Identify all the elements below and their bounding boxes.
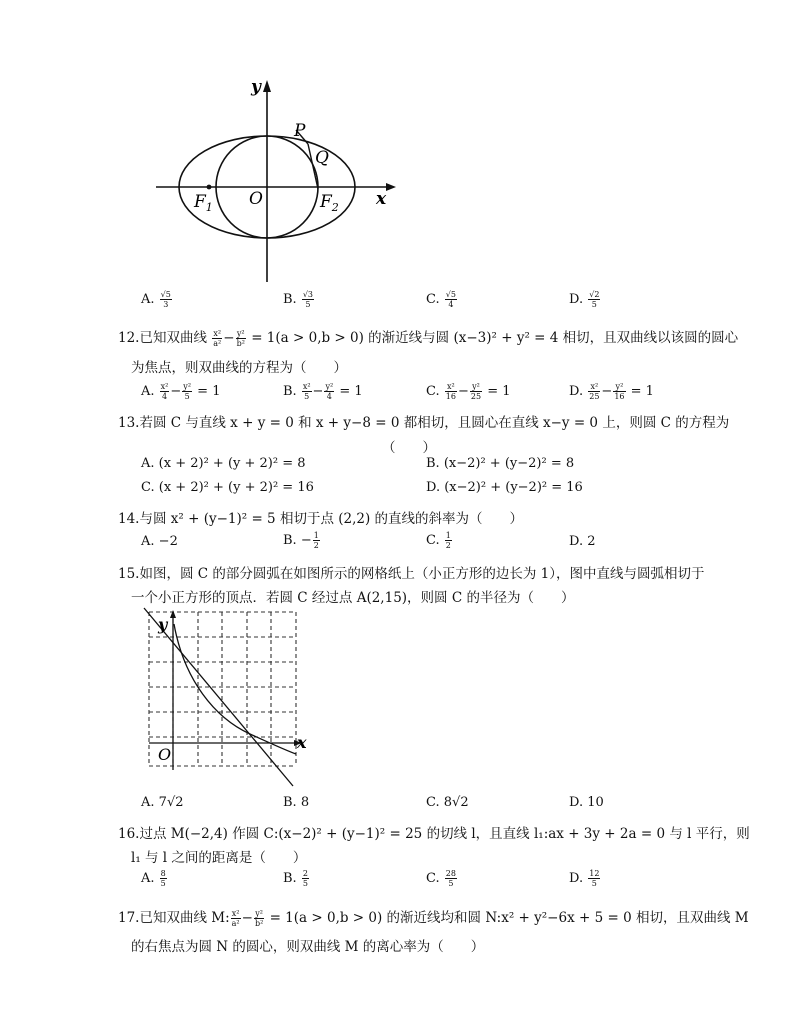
q14-option-a[interactable]: A. −2 [141,534,178,549]
q14-option-c[interactable]: C. $\frac{1}{2}$ [426,531,451,550]
q16-option-d[interactable]: D. $\frac{12}{5}$ [569,869,600,888]
q12-option-d[interactable]: D. $\frac{\text{x²}}{25}$ − $\frac{\text{y²}}{16}$ = 1 [569,382,654,401]
q13-option-c[interactable]: C. (x + 2)² + (y + 2)² = 16 [141,480,314,495]
q15-option-d[interactable]: D. 10 [569,795,604,810]
q13-stem-line1: 13.若圆 C 与直线 x + y = 0 和 x + y−8 = 0 都相切，且圆心在直线 x−y = 0 上，则圆 C 的方程为 [118,415,730,431]
y-axis-label: y [251,77,261,97]
x-axis-label: x [376,189,387,209]
point-q-label: Q [315,148,329,168]
x-axis-label: x [297,733,307,752]
point-p-label: P [294,121,306,141]
q13-option-a[interactable]: A. (x + 2)² + (y + 2)² = 8 [141,456,306,471]
q15-option-a[interactable]: A. 7√2 [141,795,184,810]
q11-option-a[interactable]: A. $\frac{√5}{3}$ [141,290,171,309]
q13-option-b[interactable]: B. (x−2)² + (y−2)² = 8 [426,456,575,471]
q12-option-c[interactable]: C. $\frac{\text{x²}}{16}$ − $\frac{\text{y²}}{25}$ = 1 [426,382,511,401]
f2-label: $F_2$ [320,192,339,214]
q16-option-b[interactable]: B. $\frac{2}{5}$ [283,869,308,888]
q14-option-d[interactable]: D. 2 [569,534,596,549]
q11-option-d[interactable]: D. $\frac{√2}{5}$ [569,290,600,309]
q11-option-c[interactable]: C. $\frac{√5}{4}$ [426,290,456,309]
grid-arc-figure [130,600,315,790]
q13-option-d[interactable]: D. (x−2)² + (y−2)² = 16 [426,480,583,495]
origin-label: O [249,189,263,209]
q12-option-a[interactable]: A. $\frac{\text{x²}}{4}$ − $\frac{\text{y²}}{5}$ = 1 [141,382,221,401]
q14-option-b[interactable]: B. − $\frac{1}{2}$ [283,531,319,550]
q14-stem: 14.与圆 x² + (y−1)² = 5 相切于点 (2,2) 的直线的斜率为（ ） [118,511,524,527]
q15-stem-line2: 一个小正方形的顶点．若圆 C 经过点 A(2,15)，则圆 C 的半径为（ ） [131,590,575,606]
q16-option-c[interactable]: C. $\frac{28}{5}$ [426,869,456,888]
q17-stem-line1: 17.已知双曲线 M: $\frac{\text{x²}}{\text{a²}}$ − $\frac{\text{y²}}{\text{b²}}$ = 1(a > 0,b > 0) 的渐近线均和圆 N:x² + y²−6x + 5 = 0 相切，且双曲线 M [118,909,749,928]
origin-label: O [158,745,172,764]
q16-option-a[interactable]: A. $\frac{8}{5}$ [141,869,166,888]
q12-option-b[interactable]: B. $\frac{\text{x²}}{5}$ − $\frac{\text{y²}}{4}$ = 1 [283,382,363,401]
q13-stem-line2: （ ） [382,440,436,456]
q11-option-b[interactable]: B. $\frac{√3}{5}$ [283,290,314,309]
q12-stem-line2: 为焦点，则双曲线的方程为（ ） [131,360,347,376]
q16-stem-line2: l₁ 与 l 之间的距离是（ ） [131,850,307,866]
y-axis-label: y [158,615,168,634]
q15-stem-line1: 15.如图，圆 C 的部分圆弧在如图所示的网格纸上（小正方形的边长为 1），图中直线与圆弧相切于 [118,566,705,582]
q17-stem-line2: 的右焦点为圆 N 的圆心，则双曲线 M 的离心率为（ ） [131,939,485,955]
q15-option-b[interactable]: B. 8 [283,795,310,810]
q15-option-c[interactable]: C. 8√2 [426,795,469,810]
ellipse-circle-figure [150,70,400,285]
q16-stem-line1: 16.过点 M(−2,4) 作圆 C:(x−2)² + (y−1)² = 25 的切线 l，且直线 l₁:ax + 3y + 2a = 0 与 l 平行，则 [118,826,750,842]
q12-stem-line1: 12.已知双曲线 $\frac{\text{x²}}{\text{a²}}$ − $\frac{\text{y²}}{\text{b²}}$ = 1(a > 0,b > 0) 的渐近线与圆 (x−3)² + y² = 4 相切，且双曲线以该圆的圆心 [118,329,739,348]
f1-label: $F_1$ [194,192,213,214]
